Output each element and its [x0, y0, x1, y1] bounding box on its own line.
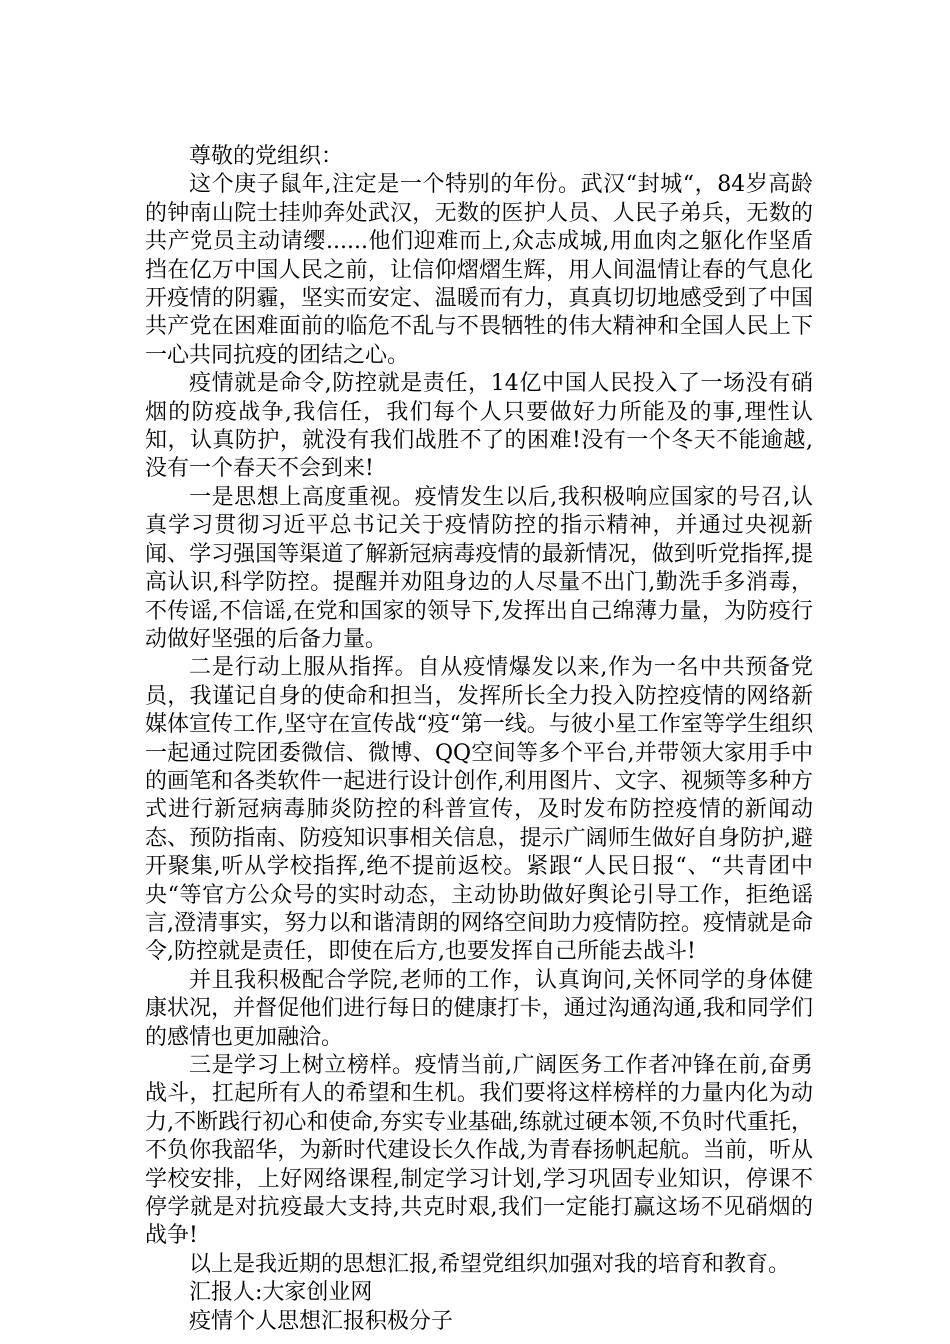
salutation: 尊敬的党组织： — [189, 144, 344, 169]
paragraph-1: 这个庚子鼠年,注定是一个特别的年份。武汉“封城“，84岁高龄的钟南山院士挂帅奔处武汉，无数的医护人员、人民子弟兵，无数的共产党员主动请缨......他们迎难而上,众志成城,用血肉之躯化作坚盾挡在亿万中国人民之前，让信仰熠熠生辉，用人间温情让春的气息化开疫情的阴霾，坚实而安定、温暖而有力，真真切切地感受到了中国共产党在困难面前的临危不乱与不畏牺牲的伟大精神和全国人民上下一心共同抗疫的团结之心。 — [145, 172, 813, 368]
paragraph-6: 三是学习上树立榜样。疫情当前,广阔医务工作者冲锋在前,奋勇战斗，扛起所有人的希望和生机。我们要将这样榜样的力量内化为动力,不断践行初心和使命,夯实专业基础,练就过硬本领,不负时代重托，不负你我韶华，为新时代建设长久作战,为青春扬帆起航。当前，听从学校安排，上好网络课程,制定学习计划,学习巩固专业知识，停课不停学就是对抗疫最大支持,共克时艰,我们一定能打赢这场不见硝烟的战争! — [145, 1053, 813, 1249]
document-body — [145, 143, 813, 1336]
paragraph-4: 二是行动上服从指挥。自从疫情爆发以来,作为一名中共预备党员，我谨记自身的使命和担当，发挥所长全力投入防控疫情的网络新媒体宣传工作,坚守在宣传战“疫“第一线。与彼小星工作室等学生组织一起通过院团委微信、微博、QQ空间等多个平台,并带领大家用手中的画笔和各类软件一起进行设计创作,利用图片、文字、视频等多种方式进行新冠病毒肺炎防控的科普宣传，及时发布防控疫情的新闻动态、预防指南、防疫知识事相关信息，提示广阔师生做好自身防护,避开聚集,听从学校指挥,绝不提前返校。紧跟“人民日报“、“共青团中央“等官方公众号的实时动态，主动协助做好舆论引导工作，拒绝谣言,澄清事实，努力以和谐清朗的网络空间助力疫情防控。疫情就是命令,防控就是责任，即使在后方,也要发挥自己所能去战斗! — [145, 655, 813, 965]
footer-title: 疫情个人思想汇报积极分子 — [189, 1308, 454, 1334]
reporter-line: 汇报人:大家创业网 — [189, 1280, 373, 1306]
paragraph-5: 并且我积极配合学院,老师的工作，认真询问,关怀同学的身体健康状况，并督促他们进行每日的健康打卡，通过沟通沟通,我和同学们的感情也更加融洽。 — [145, 967, 813, 1050]
closing-paragraph: 以上是我近期的思想汇报,希望党组织加强对我的培育和教育。 — [189, 1251, 790, 1277]
paragraph-3: 一是思想上高度重视。疫情发生以后,我积极响应国家的号召,认真学习贯彻习近平总书记关于疫情防控的指示精神，并通过央视新闻、学习强国等渠道了解新冠病毒疫情的最新情况，做到听党指挥,提高认识,科学防控。提醒并劝阻身边的人尽量不出门,勤洗手多消毒，不传谣,不信谣,在党和国家的领导下,发挥出自己绵薄力量，为防疫行动做好坚强的后备力量。 — [145, 484, 813, 652]
paragraph-2: 疫情就是命令,防控就是责任，14亿中国人民投入了一场没有硝烟的防疫战争,我信任，我们每个人只要做好力所能及的事,理性认知，认真防护，就没有我们战胜不了的困难!没有一个冬天不能逾越,没有一个春天不会到来! — [145, 371, 813, 482]
